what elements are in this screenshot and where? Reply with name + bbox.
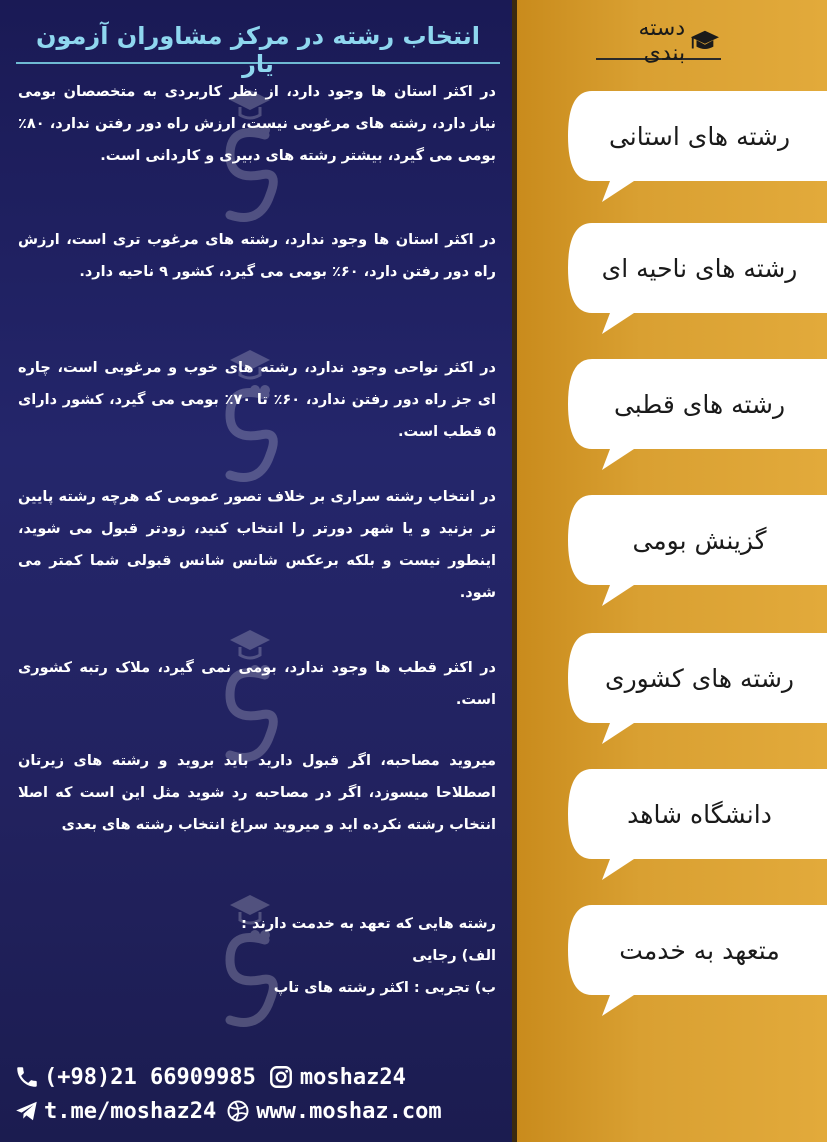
- category-bubble-national: [562, 630, 827, 748]
- description-shahed: میروید مصاحبه، اگر قبول دارید باید بروید و رشته های زیرتان اصطلاحا میسوزد، اگر در مصاحبه رد شوید مثل این است که اصلا انتخاب رشته نکرده اید و میروید سراغ انتخاب رشته های بعدی: [18, 753, 496, 833]
- category-label: رشته های کشوری: [605, 663, 794, 693]
- phone-number[interactable]: (+98)21 66909985: [44, 1064, 256, 1090]
- telegram-link[interactable]: t.me/moshaz24: [44, 1098, 217, 1124]
- category-label: رشته های استانی: [608, 121, 791, 151]
- description-national: در اکثر قطب ها وجود ندارد، بومی نمی گیرد، ملاک رتبه کشوری است.: [18, 660, 496, 708]
- category-label: رشته های قطبی: [613, 389, 786, 419]
- description-regional: در اکثر استان ها وجود ندارد، رشته های مرغوب تری است، ارزش راه دور رفتن دارد، ۶۰٪ بومی می گیرد، کشور ۹ ناحیه دارد.: [18, 232, 496, 280]
- category-header-label: دسته بندی: [638, 16, 686, 66]
- committed-line-2: الف) رجایی: [412, 948, 496, 964]
- category-bubble-local-selection: [562, 492, 827, 610]
- website-link[interactable]: www.moshaz.com: [256, 1098, 442, 1124]
- category-bubble-regional: [562, 220, 827, 338]
- category-bubble-shahed: [562, 766, 827, 884]
- category-bubble-committed-service: [562, 902, 827, 1020]
- page-title: انتخاب رشته در مرکز مشاوران آزمون یار: [16, 22, 500, 64]
- description-provincial: در اکثر استان ها وجود دارد، از نظر کاربردی به متخصصان بومی نیاز دارد، رشته های مرغوبی نیست، ارزش راه دور رفتن ندارد، ۸۰٪ بومی می گیرد، بیشتر رشته های دبیری و کاردانی است.: [18, 84, 496, 164]
- graduation-cap-icon: [689, 28, 721, 54]
- phone-icon: [14, 1064, 40, 1090]
- footer-contact-row: [14, 1062, 506, 1092]
- category-label: گزینش بومی: [632, 525, 767, 555]
- instagram-icon: [268, 1064, 294, 1090]
- category-bubble-polar: [562, 356, 827, 474]
- committed-line-1: رشته هایی که تعهد به خدمت دارند :: [241, 916, 496, 932]
- category-bubble-provincial: [562, 88, 827, 206]
- committed-line-3: ب) تجربی : اکثر رشته های تاپ: [273, 980, 496, 996]
- footer-links-row: [14, 1096, 506, 1126]
- category-label: دانشگاه شاهد: [627, 799, 772, 829]
- category-label: رشته های ناحیه ای: [601, 253, 798, 283]
- category-header: [596, 16, 721, 66]
- category-label: متعهد به خدمت: [619, 935, 780, 965]
- description-polar: در اکثر نواحی وجود ندارد، رشته های خوب و مرغوبی است، چاره ای جز راه دور رفتن ندارد، ۶۰٪ تا ۷۰٪ بومی می گیرد، کشور دارای ۵ قطب است.: [18, 360, 496, 440]
- instagram-handle[interactable]: moshaz24: [299, 1064, 406, 1090]
- telegram-icon: [14, 1098, 40, 1124]
- globe-icon: [226, 1099, 250, 1123]
- description-local-selection: در انتخاب رشته سراری بر خلاف تصور عمومی که هرچه رشته پایین تر بزنید و یا شهر دورتر را انتخاب کنید، زودتر قبول می شوید، اینطور نیست و بلکه برعکس شانس شانس قبولی شما کمتر می شود.: [18, 489, 496, 601]
- description-committed-service: [18, 908, 496, 1004]
